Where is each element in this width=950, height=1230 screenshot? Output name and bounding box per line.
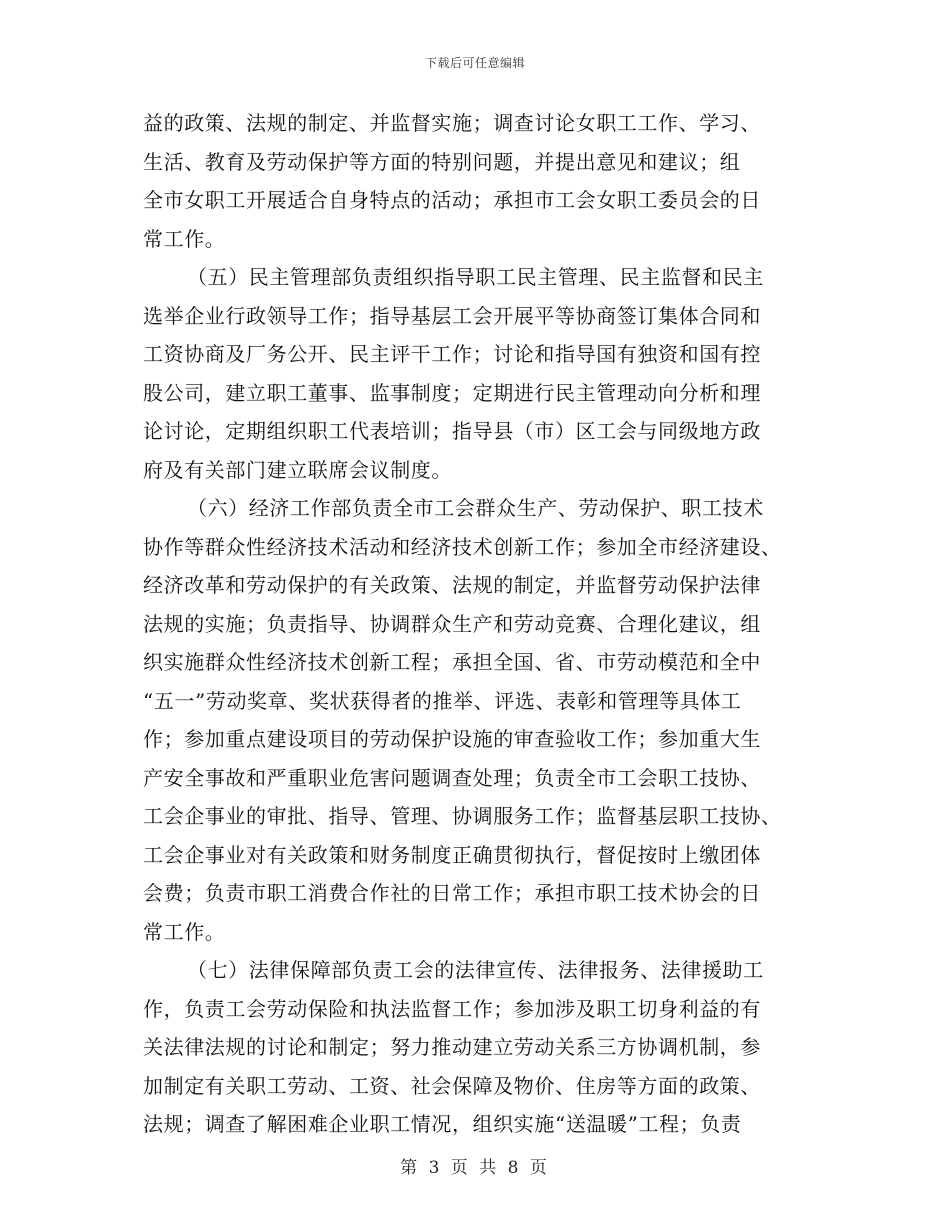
text-line: 协作等群众性经济技术活动和经济技术创新工作；参加全市经济建设、 bbox=[143, 534, 782, 559]
document-body bbox=[143, 104, 807, 1144]
text-line: 工会企事业的审批、指导、管理、协调服务工作；监督基层职工技协、 bbox=[143, 804, 782, 828]
text-line: 府及有关部门建立联席会议制度。 bbox=[143, 457, 452, 482]
page-header: 下载后可任意编辑 bbox=[424, 56, 525, 70]
text-line: 全市女职工开展适合自身特点的活动；承担市工会女职工委员会的日 bbox=[143, 188, 761, 212]
paragraph-start-line: （七）法律保障部负责工会的法律宣传、法律报务、法律援助工 bbox=[187, 958, 764, 982]
text-line: 关法律法规的讨论和制定；努力推动建立劳动关系三方协调机制，参 bbox=[143, 1035, 761, 1059]
text-line: 加制定有关职工劳动、工资、社会保障及物价、住房等方面的政策、 bbox=[143, 1073, 761, 1098]
text-line: 股公司，建立职工董事、监事制度；定期进行民主管理动向分析和理 bbox=[143, 380, 761, 405]
text-line: 经济改革和劳动保护的有关政策、法规的制定，并监督劳动保护法律 bbox=[143, 573, 761, 597]
text-line: “五一”劳动奖章、奖状获得者的推举、评选、表彰和管理等具体工 bbox=[143, 688, 742, 713]
text-line: 工资协商及厂务公开、民主评干工作；讨论和指导国有独资和国有控 bbox=[143, 342, 761, 366]
text-line: 益的政策、法规的制定、并监督实施；调查讨论女职工工作、学习、 bbox=[143, 111, 761, 135]
paragraph-start-line: （五）民主管理部负责组织指导职工民主管理、民主监督和民主 bbox=[187, 265, 764, 289]
text-line: 工会企事业对有关政策和财务制度正确贯彻执行，督促按时上缴团体 bbox=[143, 842, 761, 867]
text-line: 常工作。 bbox=[143, 919, 226, 944]
text-line: 生活、教育及劳动保护等方面的特别问题，并提出意见和建议；组 bbox=[143, 149, 741, 174]
text-line: 会费；负责市职工消费合作社的日常工作；承担市职工技术协会的日 bbox=[143, 881, 761, 905]
text-line: 常工作。 bbox=[143, 226, 226, 251]
text-line: 选举企业行政领导工作；指导基层工会开展平等协商签订集体合同和 bbox=[143, 303, 761, 328]
text-line: 论讨论，定期组织职工代表培训；指导县（市）区工会与同级地方政 bbox=[143, 419, 761, 443]
paragraph-start-line: （六）经济工作部负责全市工会群众生产、劳动保护、职工技术 bbox=[187, 496, 764, 520]
page-number-footer: 第 3 页 共 8 页 bbox=[400, 1158, 550, 1178]
text-line: 法规；调查了解困难企业职工情况，组织实施“送温暖”工程；负责 bbox=[143, 1112, 742, 1136]
text-line: 织实施群众性经济技术创新工程；承担全国、省、市劳动模范和全中 bbox=[143, 650, 761, 674]
text-line: 作，负责工会劳动保险和执法监督工作；参加涉及职工切身利益的有 bbox=[143, 996, 761, 1021]
text-line: 产安全事故和严重职业危害问题调查处理；负责全市工会职工技协、 bbox=[143, 765, 761, 790]
text-line: 作；参加重点建设项目的劳动保护设施的审查验收工作；参加重大生 bbox=[143, 727, 761, 751]
text-line: 法规的实施；负责指导、协调群众生产和劳动竞赛、合理化建议，组 bbox=[143, 611, 761, 636]
